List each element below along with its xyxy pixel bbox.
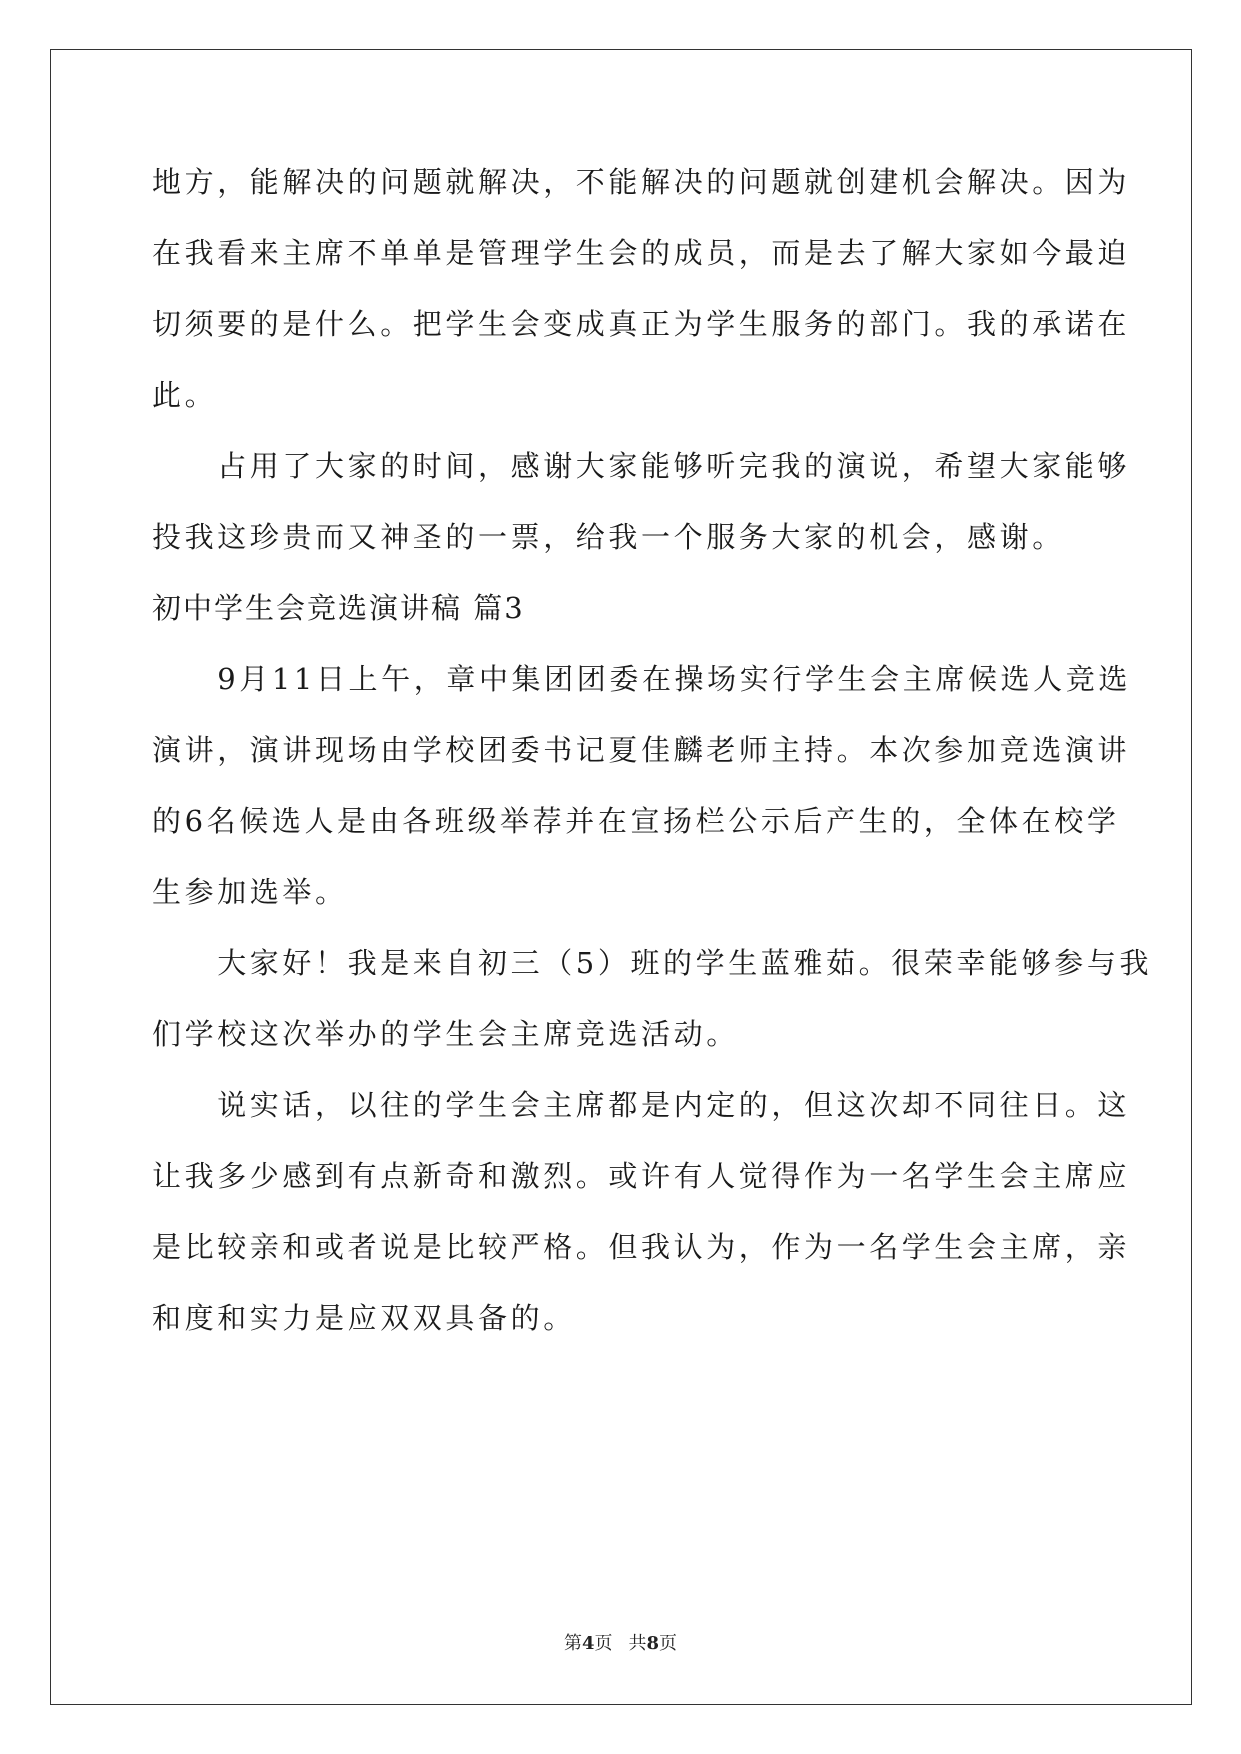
page-number: 4 (581, 1633, 595, 1654)
paragraph-line: 们学校这次举办的学生会主席竞选活动。 (152, 1017, 739, 1051)
paragraph-line: 演讲，演讲现场由学校团委书记夏佳麟老师主持。本次参加竞选演讲 (152, 733, 1131, 767)
paragraph-line: 9月11日上午，章中集团团委在操场实行学生会主席候选人竞选 (152, 662, 1131, 696)
paragraph-line: 的6名候选人是由各班级举荐并在宣扬栏公示后产生的，全体在校学 (152, 804, 1120, 838)
paragraph-line: 切须要的是什么。把学生会变成真正为学生服务的部门。我的承诺在 (152, 307, 1131, 341)
total-prefix: 共 (628, 1633, 647, 1654)
paragraph-line: 说实话，以往的学生会主席都是内定的，但这次却不同往日。这 (152, 1088, 1131, 1122)
paragraph-line: 地方，能解决的问题就解决，不能解决的问题就创建机会解决。因为 (152, 165, 1131, 199)
paragraph-line: 是比较亲和或者说是比较严格。但我认为，作为一名学生会主席，亲 (152, 1230, 1131, 1264)
paragraph-line: 让我多少感到有点新奇和激烈。或许有人觉得作为一名学生会主席应 (152, 1159, 1131, 1193)
page-prefix: 第 (563, 1633, 582, 1654)
paragraph-line: 在我看来主席不单单是管理学生会的成员，而是去了解大家如今最迫 (152, 236, 1131, 270)
paragraph-line: 占用了大家的时间，感谢大家能够听完我的演说，希望大家能够 (152, 449, 1131, 483)
total-suffix: 页 (659, 1633, 678, 1654)
paragraph-line: 大家好！我是来自初三（5）班的学生蓝雅茹。很荣幸能够参与我 (152, 946, 1153, 980)
paragraph-line: 和度和实力是应双双具备的。 (152, 1301, 576, 1335)
paragraph-line: 生参加选举。 (152, 875, 348, 909)
paragraph-line: 投我这珍贵而又神圣的一票，给我一个服务大家的机会，感谢。 (152, 520, 1065, 554)
total-pages: 8 (646, 1633, 660, 1654)
page-footer (0, 1632, 1241, 1656)
section-heading: 初中学生会竞选演讲稿 篇3 (152, 591, 525, 625)
paragraph-line: 此。 (152, 378, 218, 412)
page-suffix: 页 (594, 1633, 613, 1654)
